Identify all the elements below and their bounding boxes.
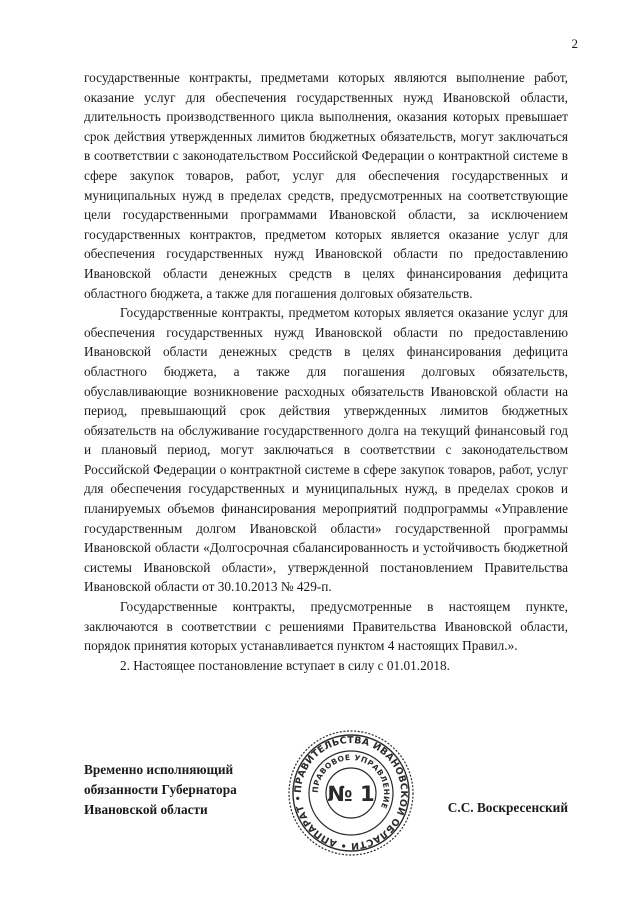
page-number: 2 — [571, 36, 578, 51]
paragraph-effective-date: 2. Настоящее постановление вступает в силу с 01.01.2018. — [120, 657, 451, 673]
signatory-title-line: Временно исполняющий — [84, 762, 234, 777]
signatory-title-line: Ивановской области — [84, 802, 208, 817]
signatory-name: С.С. Воскресенский — [447, 800, 568, 815]
signature-block — [84, 734, 568, 870]
stamp-inner-text: ПРАВОВОЕ УПРАВЛЕНИЕ — [310, 752, 392, 811]
paragraph: Государственные контракты, предусмотренные в настоящем пункте, заключаются в соответствии с решениями Правительства Ивановской области, порядок принятия которых устанавливается пунктом 4 настоящих Правил.». — [84, 599, 568, 654]
signatory-title — [84, 760, 237, 820]
stamp-number: № 1 — [327, 782, 375, 806]
paragraph: Государственные контракты, предметом которых является оказание услуг для обеспечения государственных нужд Ивановской области по предоставлению Ивановской области денежных средств в целях финансирования дефицита областного бюджета, а также для погашения долговых обязательств, обуславливающие возникновение расходных обязательств Ивановской области на период, превышающий срок действия утвержденных лимитов бюджетных обязательств на обслуживание государственного долга на текущий финансовый год и плановый период, могут заключаться в соответствии с законодательством Российской Федерации о контрактной системе в сфере закупок товаров, работ, услуг для обеспечения государственных и муниципальных нужд, в пределах сроков и планируемых объемов финансирования мероприятий подпрограммы «Управление государственным долгом Ивановской области» государственной программы Ивановской области «Долгосрочная сбалансированность и устойчивость бюджетной системы Ивановской области», утвержденной постановлением Правительства Ивановской области от 30.10.2013 № 429-п. — [84, 305, 568, 595]
document-body — [84, 68, 568, 675]
stamp-outer-text: ПРАВИТЕЛЬСТВА ИВАНОВСКОЙ ОБЛАСТИ • АППАРАТ • — [292, 734, 410, 852]
signatory-title-line: обязанности Губернатора — [84, 782, 237, 797]
paragraph-continuation: государственные контракты, предметами которых являются выполнение работ, оказание услуг для обеспечения государственных нужд Ивановской области, длительность производственного цикла выполнения, оказания которых превышает срок действия утвержденных лимитов бюджетных обязательств, могут заключаться в соответствии с законодательством Российской Федерации о контрактной системе в сфере закупок товаров, работ, услуг для обеспечения государственных и муниципальных нужд в пределах средств, предусмотренных на соответствующие цели государственными программами Ивановской области, за исключением государственных контрактов, предметом которых является оказание услуг для обеспечения государственных нужд Ивановской области по предоставлению Ивановской области денежных средств в целях финансирования дефицита областного бюджета, а также для погашения долговых обязательств. — [84, 70, 568, 301]
official-stamp-icon — [286, 728, 416, 858]
